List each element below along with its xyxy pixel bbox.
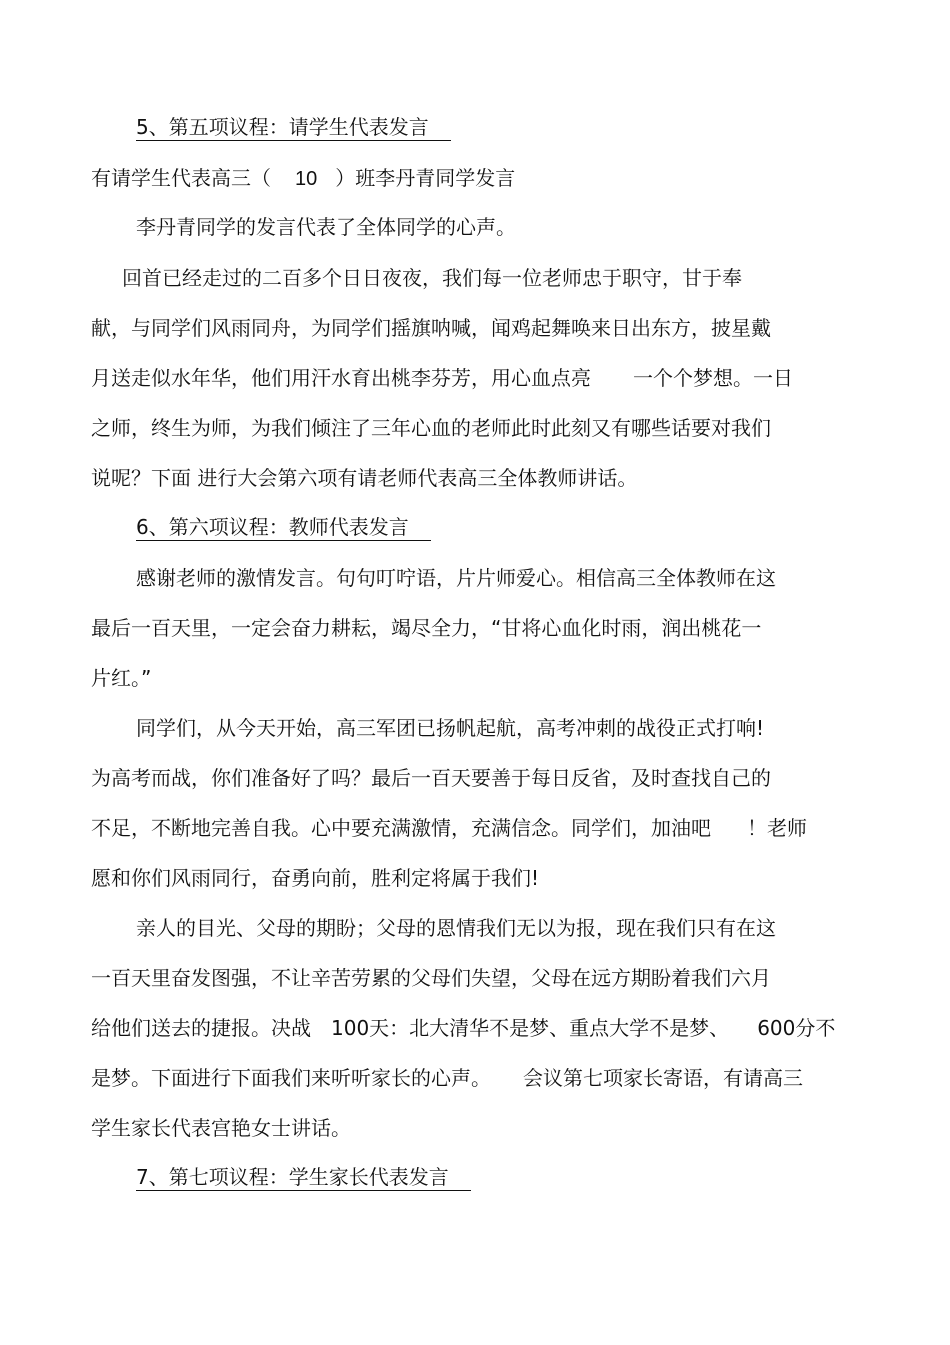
section-6-heading: 6、第六项议程：教师代表发言: [136, 515, 431, 541]
invite-suffix: ）班李丹青同学发言: [335, 166, 516, 190]
paragraph-3-line-3-part-a: 不足，不断地完善自我。心中要充满激情，充满信念。同学们，加油吧: [91, 816, 711, 840]
paragraph-4-line-4-part-b: 会议第七项家长寄语，有请高三: [523, 1066, 803, 1090]
paragraph-4-line-3: [91, 1015, 835, 1041]
section-7-heading: 7、第七项议程：学生家长代表发言: [136, 1165, 471, 1191]
paragraph-2-line-2: 最后一百天里，一定会奋力耕耘，竭尽全力，“甘将心血化时雨，润出桃花一: [91, 616, 762, 640]
invite-prefix: 有请学生代表高三（: [91, 166, 271, 190]
paragraph-3-line-3: [91, 815, 807, 841]
class-number: 10: [295, 168, 318, 190]
paragraph-1-line-3-part-b: 一个个梦想。一日: [633, 366, 793, 390]
paragraph-3-line-4: 愿和你们风雨同行，奋勇向前，胜利定将属于我们!: [91, 866, 540, 890]
paragraph-3-line-2: 为高考而战，你们准备好了吗？最后一百天要善于每日反省，及时查找自己的: [91, 766, 771, 790]
paragraph-4-line-5: 学生家长代表宫艳女士讲话。: [91, 1116, 351, 1140]
paragraph-4-line-1: 亲人的目光、父母的期盼；父母的恩情我们无以为报，现在我们只有在这: [136, 916, 776, 940]
paragraph-4-line-2: 一百天里奋发图强，不让辛苦劳累的父母们失望，父母在远方期盼着我们六月: [91, 966, 771, 990]
paragraph-4-line-4: [91, 1065, 803, 1091]
paragraph-1-line-3: [91, 365, 793, 391]
paragraph-1-line-5: 说呢？下面 进行大会第六项有请老师代表高三全体教师讲话。: [91, 466, 638, 490]
paragraph-4-line-3-part-c: 600分不: [757, 1016, 836, 1040]
student-invite-line: [91, 165, 515, 191]
paragraph-3-line-3-part-b: ！老师: [747, 816, 807, 840]
student-speech-summary: 李丹青同学的发言代表了全体同学的心声。: [136, 215, 516, 239]
paragraph-2-line-1: 感谢老师的激情发言。句句叮咛语，片片师爱心。相信高三全体教师在这: [136, 566, 776, 590]
section-5-heading: 5、第五项议程：请学生代表发言: [136, 115, 451, 141]
paragraph-1-line-4: 之师，终生为师，为我们倾注了三年心血的老师此时此刻又有哪些话要对我们: [91, 416, 771, 440]
paragraph-2-line-3: 片红。”: [91, 666, 152, 690]
paragraph-1-line-3-part-a: 月送走似水年华，他们用汗水育出桃李芬芳，用心血点亮: [91, 366, 591, 390]
paragraph-1-line-2: 献，与同学们风雨同舟，为同学们摇旗呐喊，闻鸡起舞唤来日出东方，披星戴: [91, 316, 771, 340]
paragraph-3-line-1: 同学们，从今天开始，高三军团已扬帆起航，高考冲刺的战役正式打响!: [136, 716, 765, 740]
paragraph-1-line-1: 回首已经走过的二百多个日日夜夜，我们每一位老师忠于职守，甘于奉: [122, 266, 742, 290]
paragraph-4-line-3-part-b: 100天：北大清华不是梦、重点大学不是梦、: [331, 1016, 730, 1040]
paragraph-4-line-3-part-a: 给他们送去的捷报。决战: [91, 1016, 311, 1040]
paragraph-4-line-4-part-a: 是梦。下面进行下面我们来听听家长的心声。: [91, 1066, 491, 1090]
